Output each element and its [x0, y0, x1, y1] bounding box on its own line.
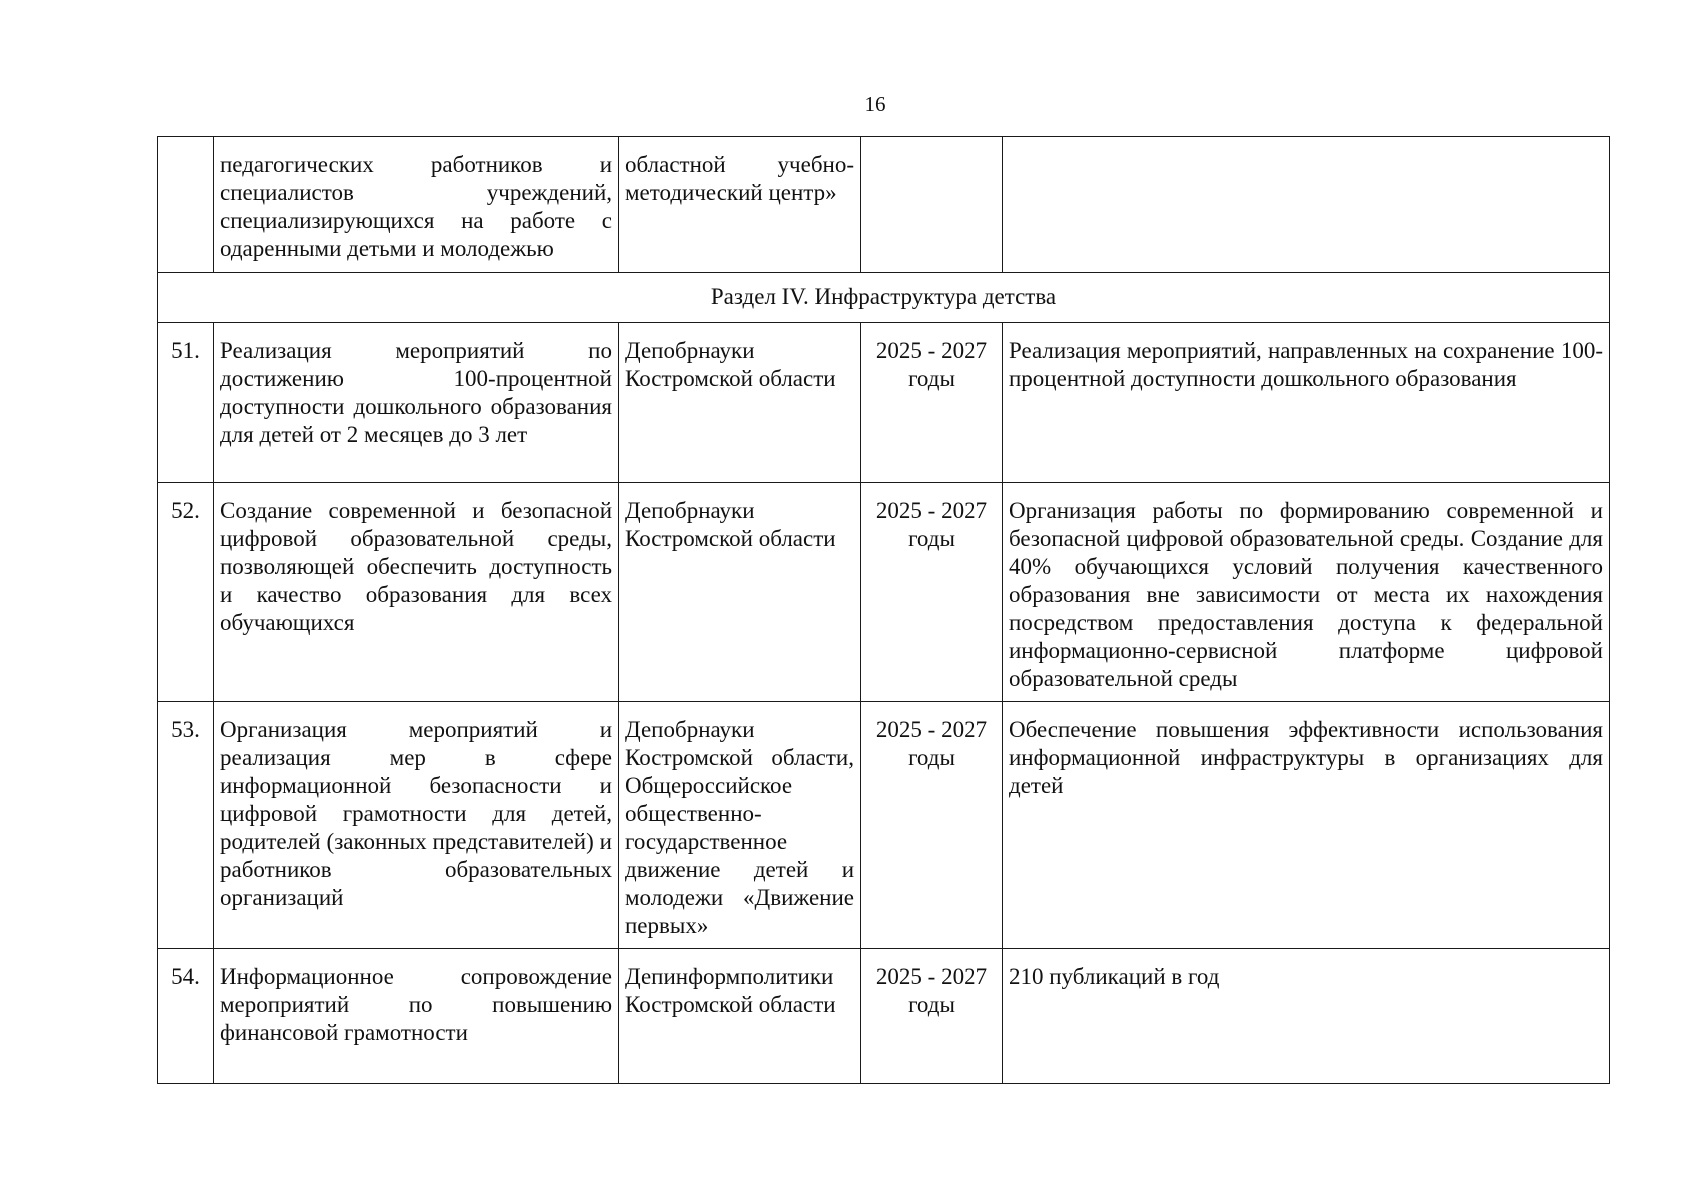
- table-row: [158, 702, 1610, 949]
- measure-cell: Организация мероприятий и реализация мер в сфере информационной безопасности и цифровой грамотности для детей, родителей (законных представителей) и работников образовательных организаций: [214, 702, 619, 949]
- table-row: [158, 483, 1610, 702]
- term-cell: 2025 - 2027 годы: [861, 323, 1003, 483]
- section-title: Раздел IV. Инфраструктура детства: [158, 273, 1610, 323]
- term-cell: 2025 - 2027 годы: [861, 702, 1003, 949]
- result-cell: Обеспечение повышения эффективности использования информационной инфраструктуры в организациях для детей: [1003, 702, 1610, 949]
- row-number-cell: [158, 137, 214, 273]
- table-row-continuation: [158, 137, 1610, 273]
- result-cell: Реализация мероприятий, направленных на сохранение 100-процентной доступности дошкольного образования: [1003, 323, 1610, 483]
- row-number-cell: 52.: [158, 483, 214, 702]
- measure-cell: педагогических работников и специалистов учреждений, специализирующихся на работе с одаренными детьми и молодежью: [214, 137, 619, 273]
- responsible-cell: Депобрнауки Костромской области: [619, 483, 861, 702]
- responsible-cell: Депобрнауки Костромской области, Общероссийское общественно-государственное движение детей и молодежи «Движение первых»: [619, 702, 861, 949]
- term-cell: 2025 - 2027 годы: [861, 949, 1003, 1084]
- term-cell: [861, 137, 1003, 273]
- measure-cell: Реализация мероприятий по достижению 100-процентной доступности дошкольного образования для детей от 2 месяцев до 3 лет: [214, 323, 619, 483]
- responsible-cell: Депобрнауки Костромской области: [619, 323, 861, 483]
- responsible-cell: Депинформполитики Костромской области: [619, 949, 861, 1084]
- measure-cell: Создание современной и безопасной цифровой образовательной среды, позволяющей обеспечить доступность и качество образования для всех обучающихся: [214, 483, 619, 702]
- table-row: [158, 949, 1610, 1084]
- result-cell: 210 публикаций в год: [1003, 949, 1610, 1084]
- section-header-row: [158, 273, 1610, 323]
- measure-cell: Информационное сопровождение мероприятий по повышению финансовой грамотности: [214, 949, 619, 1084]
- row-number-cell: 51.: [158, 323, 214, 483]
- page-number: 16: [864, 92, 886, 116]
- responsible-cell: областной учебно-методический центр»: [619, 137, 861, 273]
- result-cell: Организация работы по формированию современной и безопасной цифровой образовательной среды. Создание для 40% обучающихся условий получения качественного образования вне зависимости от места их нахождения посредством предоставления доступа к федеральной информационно-сервисной платформе цифровой образовательной среды: [1003, 483, 1610, 702]
- table-row: [158, 323, 1610, 483]
- action-plan-table: [157, 136, 1610, 1084]
- term-cell: 2025 - 2027 годы: [861, 483, 1003, 702]
- row-number-cell: 53.: [158, 702, 214, 949]
- result-cell: [1003, 137, 1610, 273]
- row-number-cell: 54.: [158, 949, 214, 1084]
